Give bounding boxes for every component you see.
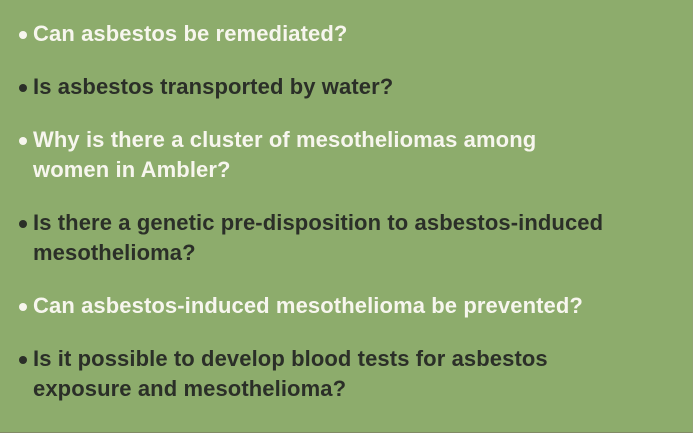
bullet-icon [19,137,27,145]
question-line: Is asbestos transported by water? [33,74,394,99]
question-line: Is it possible to develop blood tests for asbestos [33,346,548,371]
question-line: Why is there a cluster of mesotheliomas among [33,127,537,152]
question-text [33,72,393,102]
bullet-icon [19,356,27,364]
list-item [19,208,684,268]
list-item [19,19,684,49]
question-text [33,344,548,404]
question-text [33,19,347,49]
question-line: exposure and mesothelioma? [33,376,347,401]
bullet-icon [19,31,27,39]
question-text [33,125,536,185]
question-text [33,208,603,268]
question-line: Can asbestos-induced mesothelioma be prevented? [33,293,583,318]
question-line: women in Ambler? [33,157,231,182]
list-item [19,125,684,185]
bullet-icon [19,303,27,311]
question-line: Can asbestos be remediated? [33,21,348,46]
bullet-icon [19,84,27,92]
question-line: mesothelioma? [33,240,196,265]
question-text [33,291,583,321]
bullet-icon [19,220,27,228]
question-line: Is there a genetic pre-disposition to asbestos-induced [33,210,604,235]
list-item [19,72,684,102]
list-item [19,291,684,321]
list-item [19,344,684,404]
